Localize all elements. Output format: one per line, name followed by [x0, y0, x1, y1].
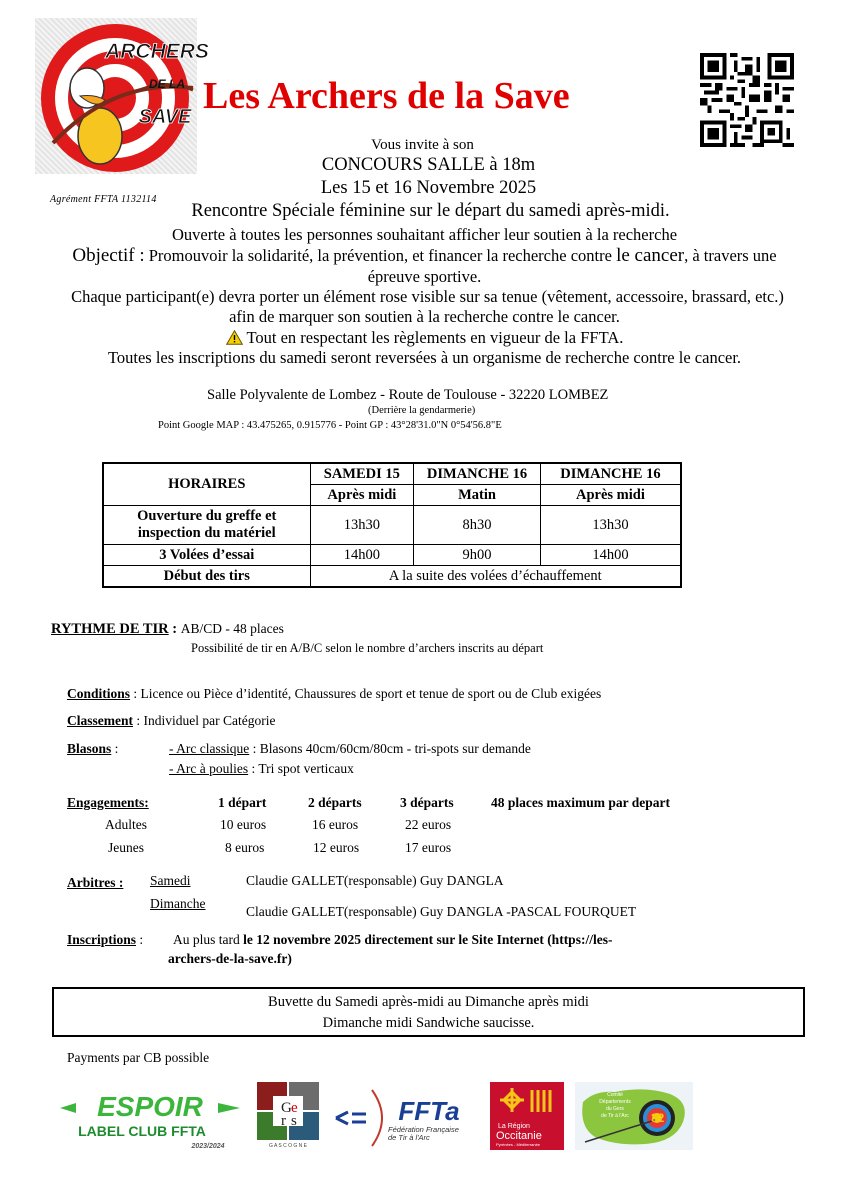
rythme-sep: :	[168, 621, 181, 637]
conditions-label: Conditions	[67, 686, 131, 701]
participant-line2: afin de marquer son soutien à la recherche contre le cancer.	[229, 307, 620, 326]
cell-time: 8h30	[414, 506, 541, 545]
svg-text:DE LA: DE LA	[149, 77, 185, 91]
blason-type: - Arc à poulies	[169, 761, 249, 776]
price-cell: 16 euros	[312, 817, 359, 832]
column-period: Après midi	[540, 485, 681, 506]
svg-text:LABEL CLUB FFTA: LABEL CLUB FFTA	[78, 1123, 206, 1139]
objective-label: Objectif :	[72, 245, 145, 266]
rythme-note: Possibilité de tir en A/B/C selon le nombre d’archers inscrits au départ	[191, 641, 544, 655]
espoir-label-logo	[58, 1088, 243, 1150]
warning-text: Tout en respectant les règlements en vigueur de la FFTA.	[242, 328, 624, 347]
svg-text:de Tir à l'Arc: de Tir à l'Arc	[601, 1113, 629, 1119]
conditions-value: Licence ou Pièce d’identité, Chaussures de sport et tenue de sport ou de Club exigées	[140, 686, 602, 701]
column-day: DIMANCHE 16	[414, 463, 541, 485]
venue-coordinates: Point Google MAP : 43.475265, 0.915776 - Point GP : 43°28'31.0"N 0°54'56.8"E	[158, 420, 502, 431]
buvette-line: Buvette du Samedi après-midi au Dimanche après midi	[268, 994, 589, 1010]
engagement-column: 3 départs	[400, 795, 454, 810]
ffta-logo	[334, 1088, 480, 1148]
svg-text:Comité: Comité	[607, 1092, 623, 1098]
invite-line: Vous invite à son	[371, 137, 474, 153]
table-row	[103, 463, 681, 485]
rythme-label: RYTHME DE TIR	[51, 621, 169, 637]
svg-text:ARCHERS: ARCHERS	[105, 40, 209, 63]
svg-text:G A S C O G N E: G A S C O G N E	[268, 1143, 308, 1149]
warning-triangle-icon	[226, 330, 243, 350]
svg-text:Fédération Française: Fédération Française	[388, 1125, 459, 1134]
arbitre-names: Claudie GALLET(responsable) Guy DANGLA	[246, 873, 504, 888]
svg-text:Pyrénées - Méditerranée: Pyrénées - Méditerranée	[496, 1142, 541, 1147]
category-label: Jeunes	[108, 840, 144, 855]
rythme-value: AB/CD - 48 places	[180, 621, 284, 636]
cell-time: 14h00	[310, 545, 414, 566]
occitanie-logo	[490, 1082, 564, 1150]
blason-value: : Tri spot verticaux	[248, 761, 354, 776]
svg-text:32: 32	[651, 1111, 665, 1125]
row-label	[103, 506, 310, 545]
venue-note: (Derrière la gendarmerie)	[368, 405, 476, 416]
engagement-column: 2 départs	[308, 795, 362, 810]
cell-time: 13h30	[540, 506, 681, 545]
svg-text:SAVE: SAVE	[138, 106, 192, 128]
svg-text:du Gers: du Gers	[606, 1106, 624, 1112]
price-cell: 8 euros	[225, 840, 265, 855]
blason-item	[169, 761, 354, 777]
buvette-box	[52, 987, 805, 1037]
participant-line1: Chaque participant(e) devra porter un élément rose visible sur sa tenue (vêtement, accessoire, brassard, etc.)	[71, 287, 784, 306]
objective-text-end: , à travers une	[684, 246, 777, 265]
donation-note: Toutes les inscriptions du samedi seront reversées à un organisme de recherche contre le cancer.	[107, 348, 742, 367]
cell-time: 14h00	[540, 545, 681, 566]
svg-text:2023/2024: 2023/2024	[191, 1143, 225, 1150]
inscriptions-url[interactable]: archers-de-la-save.fr)	[168, 951, 292, 966]
classement-value: Individuel par Catégorie	[143, 713, 276, 728]
max-places-note: 48 places maximum par depart	[491, 795, 670, 810]
blasons-label: Blasons	[67, 741, 112, 756]
arbitre-day: Dimanche	[150, 896, 206, 911]
cell-merged: A la suite des volées d’échauffement	[310, 566, 681, 588]
row-label: Début des tirs	[103, 566, 310, 588]
svg-text:s: s	[291, 1113, 297, 1129]
column-period: Après midi	[310, 485, 414, 506]
buvette-line: Dimanche midi Sandwiche saucisse.	[322, 1015, 535, 1031]
inscriptions-sep: :	[136, 932, 144, 947]
contest-name: CONCOURS SALLE à 18m	[321, 155, 536, 175]
inscriptions-plain: Au plus tard	[173, 932, 244, 947]
inscriptions-deadline[interactable]: le 12 novembre 2025 directement sur le Site Internet (https://les-	[243, 932, 613, 947]
svg-text:ESPOIR: ESPOIR	[97, 1091, 203, 1122]
gers-gascogne-logo	[257, 1082, 319, 1148]
row-label-line: Ouverture du greffe et	[137, 508, 277, 524]
column-period: Matin	[414, 485, 541, 506]
venue-address: Salle Polyvalente de Lombez - Route de Toulouse - 32220 LOMBEZ	[207, 387, 609, 403]
svg-text:G: G	[281, 1100, 292, 1116]
blasons-sep: :	[111, 741, 119, 756]
blasons-label-line	[67, 741, 118, 757]
cell-time: 9h00	[414, 545, 541, 566]
cell-time: 13h30	[310, 506, 414, 545]
inscriptions-label-line	[67, 932, 143, 948]
classement-line	[67, 713, 275, 729]
blason-type: - Arc classique	[169, 741, 250, 756]
classement-label: Classement	[67, 713, 133, 728]
svg-text:r: r	[281, 1113, 286, 1129]
objective-text: Promouvoir la solidarité, la prévention, et financer la recherche contre	[144, 246, 617, 265]
price-cell: 22 euros	[405, 817, 452, 832]
column-day: DIMANCHE 16	[540, 463, 681, 485]
table-row	[103, 506, 681, 545]
engagement-column: 1 départ	[218, 795, 267, 810]
schedule-table	[102, 462, 682, 588]
qr-code-icon[interactable]	[698, 53, 796, 147]
cancer-word: le cancer	[616, 245, 685, 266]
row-label: 3 Volées d’essai	[103, 545, 310, 566]
svg-text:e: e	[291, 1100, 298, 1116]
svg-text:de Tir à l'Arc: de Tir à l'Arc	[388, 1133, 430, 1142]
column-day: SAMEDI 15	[310, 463, 414, 485]
objective-line	[0, 245, 849, 267]
engagements-label: Engagements:	[67, 795, 149, 810]
price-cell: 17 euros	[405, 840, 452, 855]
classement-sep: :	[133, 713, 144, 728]
schedule-header-label: HORAIRES	[103, 463, 310, 506]
price-cell: 10 euros	[220, 817, 267, 832]
rythme-line	[51, 621, 284, 638]
blason-value: : Blasons 40cm/60cm/80cm - tri-spots sur demande	[249, 741, 531, 756]
payment-note: Payments par CB possible	[67, 1050, 210, 1065]
svg-text:FFTa: FFTa	[398, 1096, 460, 1126]
inscriptions-label: Inscriptions	[67, 932, 137, 947]
svg-text:Départements: Départements	[599, 1099, 631, 1105]
agrement-number: Agrément FFTA 1132114	[50, 194, 157, 205]
price-cell: 12 euros	[313, 840, 360, 855]
comite-gers-logo	[575, 1082, 693, 1150]
svg-text:Occitanie: Occitanie	[496, 1130, 542, 1142]
arbitre-day: Samedi	[150, 873, 191, 888]
conditions-sep: :	[130, 686, 141, 701]
open-to-all: Ouverte à toutes les personnes souhaitant afficher leur soutien à la recherche	[171, 225, 678, 244]
row-label-line: inspection du matériel	[137, 525, 276, 541]
objective-line2: épreuve sportive.	[367, 267, 482, 286]
inscriptions-text	[173, 932, 612, 948]
category-label: Adultes	[105, 817, 147, 832]
table-row	[103, 566, 681, 588]
conditions-line	[67, 686, 601, 702]
warning-line	[0, 328, 849, 350]
special-meeting: Rencontre Spéciale féminine sur le départ du samedi après-midi.	[191, 201, 670, 221]
arbitres-label: Arbitres :	[67, 875, 124, 890]
blason-item	[169, 741, 531, 757]
table-row	[103, 545, 681, 566]
contest-dates: Les 15 et 16 Novembre 2025	[320, 178, 537, 198]
svg-text:La Région: La Région	[498, 1123, 530, 1130]
arbitre-names: Claudie GALLET(responsable) Guy DANGLA -PASCAL FOURQUET	[246, 904, 637, 919]
page-title: Les Archers de la Save	[203, 75, 570, 117]
